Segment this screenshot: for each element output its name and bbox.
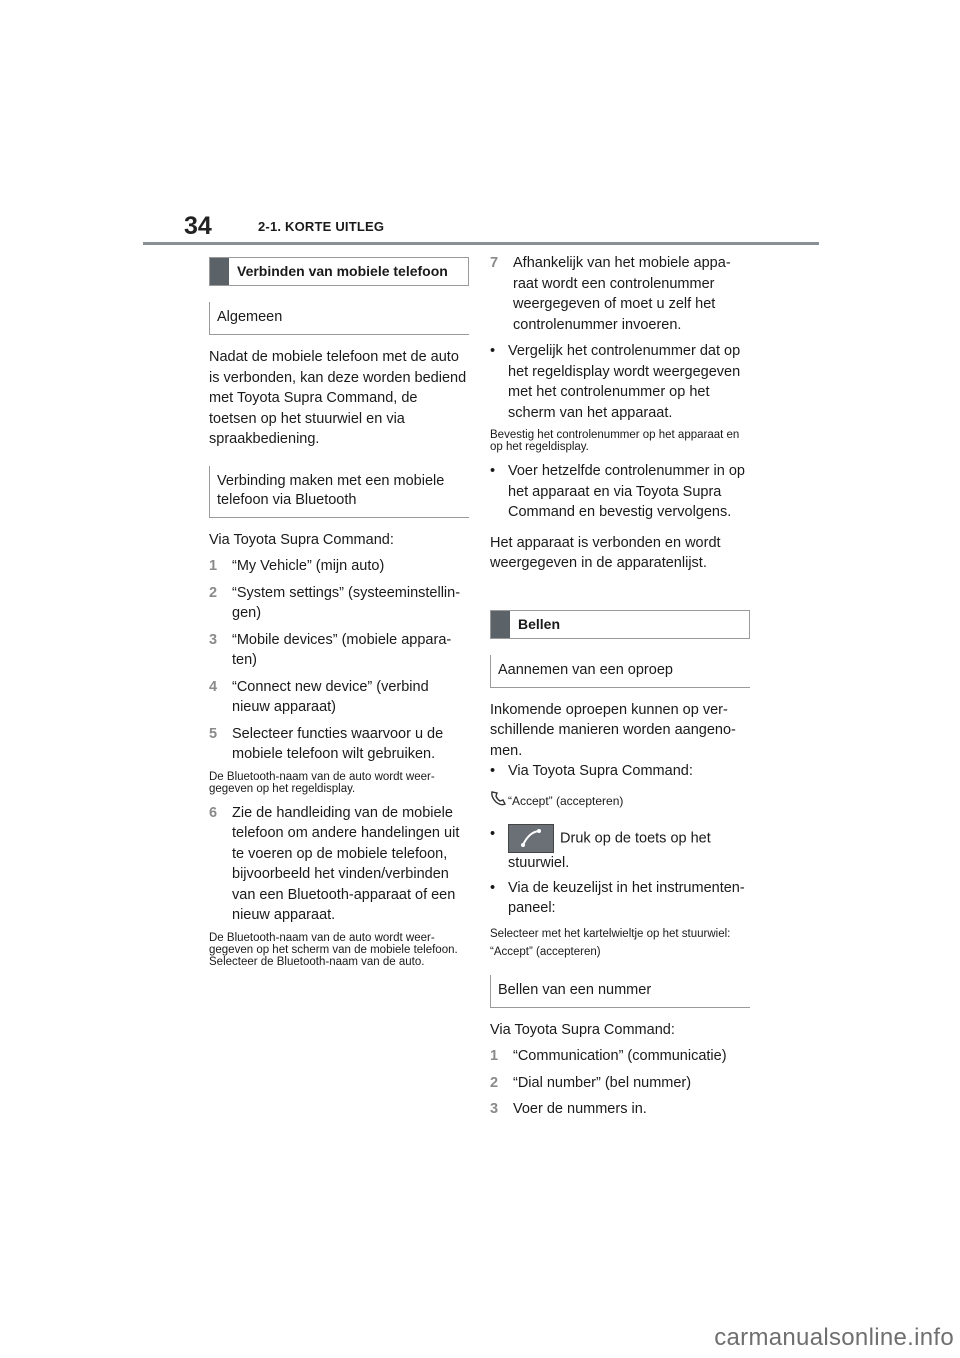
section-title: Verbinden van mobiele telefoon [237, 263, 448, 279]
accept-line [490, 790, 750, 813]
step-item [490, 1073, 750, 1094]
step-text: “Connect new device” (verbind nieuw apparaat) [232, 678, 429, 715]
step-number: 2 [490, 1074, 499, 1091]
bullet-dot: • [490, 343, 496, 359]
step-text: “System settings” (systeeminstellingen) [232, 584, 461, 621]
steering-phone-button-icon [508, 824, 554, 853]
intro-paragraph: Nadat de mobiele telefoon met de auto is verbonden, kan deze worden bediend met Toyota Supra Command, de toetsen op het stuurwiel en via spraakbediening. [209, 349, 467, 447]
note-text: Selecteer met het kartelwieltje op het stuurwiel: “Accept” (accepteren) [490, 927, 731, 958]
step-number: 6 [209, 804, 218, 821]
header-rule [143, 242, 819, 245]
connected-paragraph: Het apparaat is verbonden en wordt weergegeven in de apparatenlijst. [490, 534, 721, 571]
step-text: “Communication” (communicatie) [513, 1048, 727, 1064]
bullet-item [490, 461, 750, 523]
section-header-connect-phone [209, 257, 469, 286]
step-number: 1 [490, 1048, 499, 1064]
bullet-text: Via Toyota Supra Command: [508, 763, 693, 779]
bullet-dot: • [490, 763, 496, 779]
step-item [209, 677, 469, 718]
step-number: 3 [490, 1101, 499, 1117]
step-text: Zie de handleiding van de mobiele telefoon om andere handelingen uit te voeren op de mobiele telefoon, bijvoorbeeld het vinden/verbinden van een Bluetooth-apparaat of een nieuw apparaat. [232, 804, 460, 923]
via-line [490, 1020, 750, 1041]
note-text: De Bluetooth-naam van de auto wordt weergegeven op het scherm van de mobiele telefoon. Selecteer de Bluetooth-naam van de auto. [209, 931, 458, 968]
step-text: Voer de nummers in. [513, 1101, 647, 1117]
step-text: “Mobile devices” (mobiele apparaten) [232, 631, 452, 668]
chapter-title: 2-1. KORTE UITLEG [258, 219, 385, 234]
subheading-answer-call: Aannemen van een oproep [490, 655, 750, 688]
page-number: 34 [184, 212, 212, 240]
bullet-dot: • [490, 879, 496, 896]
section-title: Bellen [518, 615, 561, 632]
section-bar [210, 258, 229, 285]
bullet-text: Vergelijk het controlenummer dat op het regeldisplay wordt weergegeven met het controlenummer op het scherm van het apparaat. [508, 343, 741, 421]
step-text: Selecteer functies waarvoor u de mobiele telefoon wilt gebruiken. [232, 725, 444, 762]
step-text: Afhankelijk van het mobiele apparaat wordt een controlenummer weergegeven of moet u zelf het controlenummer invoeren. [513, 255, 731, 333]
via-text: Via Toyota Supra Command: [209, 531, 394, 548]
subheading-general: Algemeen [209, 302, 469, 335]
watermark-text: carmanualsonline.info [714, 1324, 954, 1351]
left-column [209, 257, 469, 976]
subheading-dial-number: Bellen van een nummer [490, 975, 750, 1008]
step-text: “My Vehicle” (mijn auto) [232, 558, 385, 574]
note-text: Bevestig het controlenummer op het apparaat en op het regeldisplay. [490, 429, 740, 453]
step-item [490, 1046, 750, 1067]
step-number: 1 [209, 558, 218, 574]
section-header-calling [490, 610, 750, 639]
step-item [209, 803, 469, 926]
accept-text: “Accept” (accepteren) [508, 793, 624, 808]
step-item [490, 253, 750, 335]
step-item [209, 630, 469, 671]
step-number: 2 [209, 584, 218, 601]
step-number: 5 [209, 725, 218, 742]
bullet-dot: • [490, 826, 496, 842]
step-number: 4 [209, 678, 218, 695]
incoming-paragraph: Inkomende oproepen kunnen op verschillende manieren worden aangenomen. [490, 701, 736, 759]
phone-icon [490, 790, 508, 813]
note-text: De Bluetooth-naam van de auto wordt weergegeven op het regeldisplay. [209, 770, 435, 795]
step-item [209, 583, 469, 624]
step-number: 7 [490, 255, 499, 271]
bullet-item [490, 341, 750, 423]
via-line [209, 530, 469, 551]
via-text: Via Toyota Supra Command: [490, 1021, 675, 1038]
section-bar [491, 611, 510, 638]
step-text: “Dial number” (bel nummer) [513, 1074, 692, 1091]
subheading-bluetooth: Verbinding maken met een mobiele telefoon via Bluetooth [209, 466, 469, 518]
step-number: 3 [209, 631, 218, 648]
bullet-text: Voer hetzelfde controlenummer in op het apparaat en via Toyota Supra Command en bevestig vervolgens. [508, 463, 745, 520]
step-item [209, 556, 469, 577]
step-item [490, 1099, 750, 1120]
bullet-text: Druk op de toets op het stuurwiel. [508, 830, 711, 871]
step-item [209, 724, 469, 765]
bullet-item [490, 878, 750, 919]
bullet-text: Via de keuzelijst in het instrumentenpaneel: [508, 879, 745, 916]
bullet-dot: • [490, 463, 496, 479]
bullet-item [490, 824, 750, 874]
bullet-item [490, 761, 750, 782]
bullet-text-with-icon [508, 824, 750, 874]
right-column [490, 253, 750, 1126]
